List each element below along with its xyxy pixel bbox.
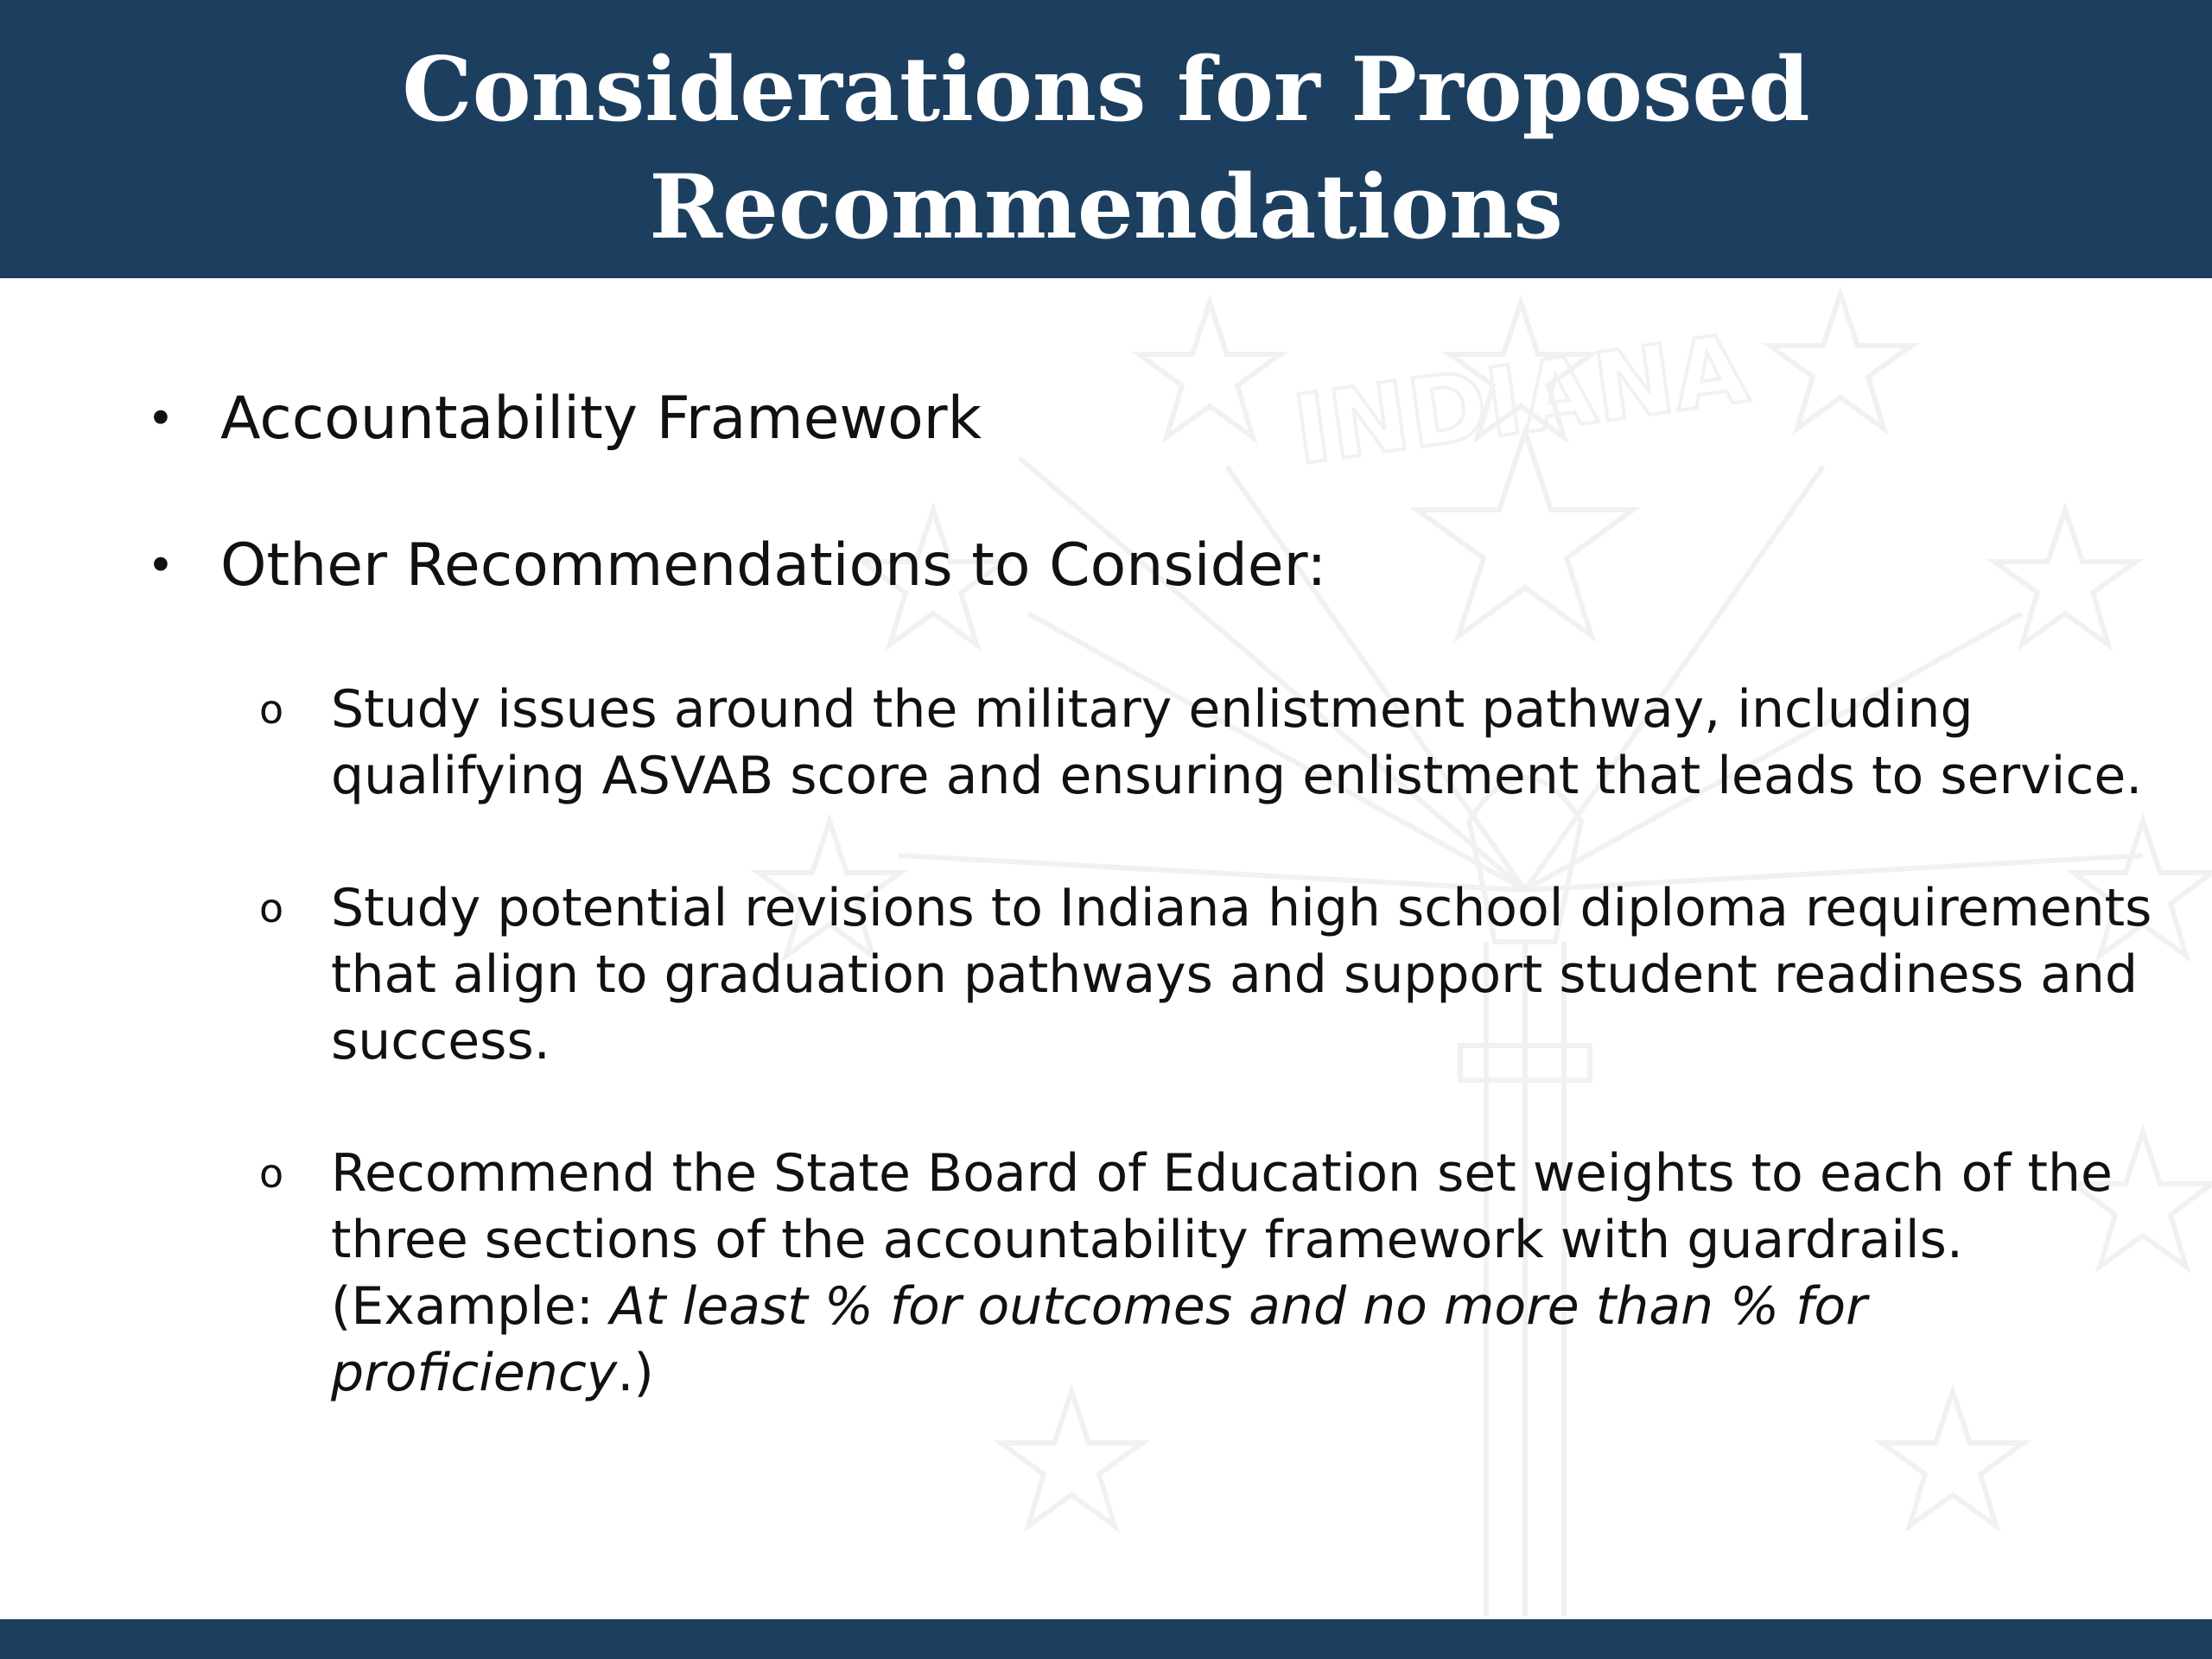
footer-band [0, 1619, 2212, 1659]
example-suffix: .) [617, 1343, 654, 1403]
text-line: qualifying ASVAB score and ensuring enlistment that leads to service. [331, 746, 2143, 806]
sub-bullet-text [331, 677, 2143, 810]
sub-bullet-text [331, 1141, 2113, 1407]
text-line: Study issues around the military enlistment pathway, including [331, 679, 1974, 740]
text-line: Study potential revisions to Indiana high school diploma requirements [331, 878, 2152, 938]
text-line: success. [331, 1011, 550, 1071]
text-line: Recommend the State Board of Education set weights to each of the [331, 1143, 2113, 1204]
svg-text:INDIANA: INDIANA [1287, 313, 1754, 486]
text-line: that align to graduation pathways and support student readiness and [331, 944, 2139, 1005]
bullet-text: Other Recommendations to Consider: [220, 531, 1327, 600]
slide-title-line-2: Recommendations [649, 156, 1563, 259]
bullet-marker: • [147, 538, 175, 593]
text-line: three sections of the accountability framework with guardrails. [331, 1210, 1963, 1270]
bullet-marker: • [147, 391, 175, 446]
sub-bullet-marker: o [259, 686, 284, 733]
example-prefix: (Example: [331, 1276, 610, 1337]
example-line-end [331, 1340, 2076, 1407]
example-line [331, 1274, 2076, 1340]
example-italic-text: At least % for outcomes and no more than % for [610, 1276, 1867, 1337]
sub-bullet-marker: o [259, 885, 284, 931]
sub-bullet-text [331, 875, 2152, 1075]
example-italic-end: proficiency [331, 1343, 618, 1403]
slide-title-line-1: Considerations for Proposed [402, 38, 1810, 142]
bullet-text: Accountability Framework [220, 385, 982, 453]
sub-bullet-marker: o [259, 1150, 284, 1197]
